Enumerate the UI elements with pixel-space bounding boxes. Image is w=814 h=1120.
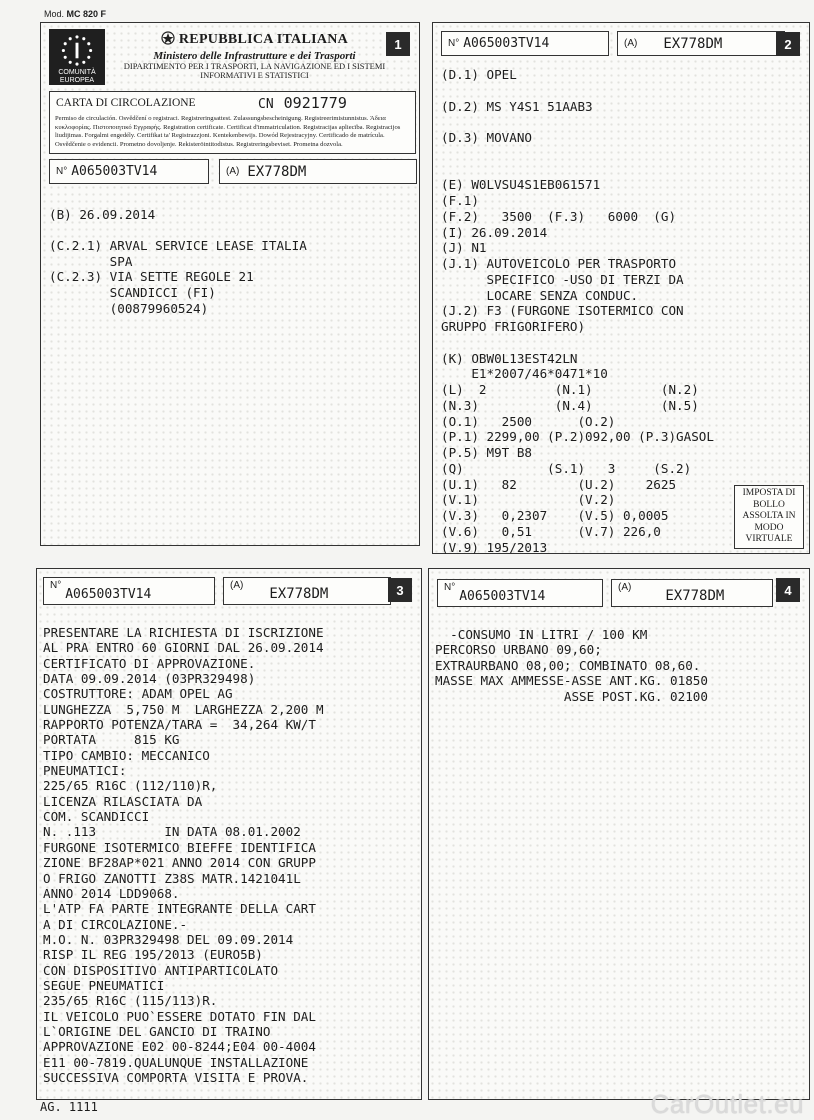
text-line: (F.2) 3500 (F.3) 6000 (G): [441, 208, 677, 224]
text-line: IL VEICOLO PUO`ESSERE DOTATO FIN DAL: [43, 1008, 316, 1024]
ministry-name: Ministero delle Infrastrutture e dei Trasporti: [153, 50, 356, 62]
text-line: (E) W0LVSU4S1EB061571: [441, 177, 601, 193]
text-line: GRUPPO FRIGORIFERO): [441, 319, 586, 334]
multilingual-title: Permiso de circulación. Osvědčení o registraci. Registreringsattest. Zulassungsbescheinigung. Registreerimistunnistus. Άδεια κυκλοφορίας. Πιστοποιητικό Εγγραφής. Registration certificate. Certificat d'immatriculation. Registracijas apliecība. Registracijos liudijimas. Forgalmi engedély. Certifikat ta' Registrazzjoni. Kentekenbewijs. Dowód Rejestracyjny. Certificado de matrícula. Osvědčenie o evidencii. Prometno dovoljenje. Rekisteröintitodistus. Registreringsbeviset. Prometna dozvola.: [55, 115, 401, 148]
eu-emblem: [49, 29, 105, 85]
text-line: SPECIFICO -USO DI TERZI DA: [441, 271, 684, 287]
registration-number-box: N° A065003TV14: [441, 31, 609, 56]
emblem-icon: [161, 31, 175, 45]
plate-box: (A) EX778DM: [223, 577, 391, 605]
text-line: E11 00-7819.QUALUNQUE INSTALLAZIONE: [43, 1054, 309, 1070]
text-line: [441, 83, 714, 99]
text-line: 235/65 R16C (115/113)R.: [43, 993, 218, 1009]
text-line: EXTRAURBANO 08,00; COMBINATO 08,60.: [435, 657, 701, 673]
watermark: CarOutlet.eu: [650, 1089, 804, 1119]
text-line: [441, 146, 714, 162]
panel-3: [36, 568, 422, 1100]
carta-di-circolazione-box: [49, 91, 416, 154]
text-line: (J.2) F3 (FURGONE ISOTERMICO CON: [441, 303, 684, 319]
panel-number: 4: [776, 578, 800, 602]
text-line: (I) 26.09.2014: [441, 224, 548, 240]
text-line: M.O. N. 03PR329498 DEL 09.09.2014: [43, 931, 294, 947]
eu-label: COMUNITÀ EUROPEA: [58, 69, 96, 84]
text-line: [441, 114, 714, 130]
text-line: (V.9) 195/2013: [441, 539, 548, 555]
footer-code: AG. 1111: [40, 1100, 98, 1114]
form-code: Mod. MC 820 F: [44, 9, 107, 19]
text-line: RISP IL REG 195/2013 (EURO5B): [43, 947, 263, 963]
panel-number: 1: [386, 32, 410, 56]
text-line: (F.1): [441, 193, 479, 208]
vehicle-details: [441, 67, 714, 555]
text-line: (C.2.1) ARVAL SERVICE LEASE ITALIA: [49, 238, 307, 254]
id-row: [437, 579, 773, 607]
text-line: DATA 09.09.2014 (03PR329498): [43, 671, 256, 687]
text-line: CON DISPOSITIVO ANTIPARTICOLATO: [43, 962, 279, 978]
text-line: ASSE POST.KG. 02100: [435, 688, 708, 704]
text-line: (D.3) MOVANO: [441, 130, 532, 145]
text-line: (Q) (S.1) 3 (S.2): [441, 460, 692, 476]
registration-number-box: N° A065003TV14: [43, 577, 215, 605]
text-line: PNEUMATICI:: [43, 763, 127, 779]
text-line: SEGUE PNEUMATICI: [43, 977, 165, 993]
text-line: -CONSUMO IN LITRI / 100 KM: [435, 627, 648, 642]
text-line: (K) OBW0L13EST42LN: [441, 350, 578, 366]
text-line: [441, 162, 714, 178]
text-line: AL PRA ENTRO 60 GIORNI DAL 26.09.2014: [43, 640, 324, 656]
text-line: L`ORIGINE DEL GANCIO DI TRAINO: [43, 1023, 271, 1039]
panel-4: [428, 568, 810, 1100]
text-line: (J) N1: [441, 240, 487, 256]
id-row: [49, 159, 417, 184]
department-name: DIPARTIMENTO PER I TRASPORTI, LA NAVIGAZIONE ED I SISTEMI INFORMATIVI E STATISTICI: [123, 61, 386, 80]
registration-number-box: N° A065003TV14: [49, 159, 209, 184]
text-line: [441, 335, 714, 351]
holder-details: [49, 207, 307, 316]
consumption-text: [435, 627, 708, 704]
id-row: [441, 31, 785, 56]
id-row: [43, 577, 391, 605]
text-line: O FRIGO ZANOTTI Z38S MATR.1421041L: [43, 870, 301, 886]
stamp-duty-box: IMPOSTA DI BOLLO ASSOLTA IN MODO VIRTUALE: [734, 485, 804, 549]
text-line: LICENZA RILASCIATA DA: [43, 793, 203, 809]
text-line: (V.6) 0,51 (V.7) 226,0: [441, 523, 661, 539]
plate-box: (A) EX778DM: [611, 579, 773, 607]
panel-1: [40, 22, 420, 546]
text-line: A DI CIRCOLAZIONE.-: [43, 916, 188, 932]
plate-box: (A) EX778DM: [617, 31, 785, 56]
text-line: (P.1) 2299,00 (P.2)092,00 (P.3)GASOL: [441, 429, 714, 445]
text-line: FURGONE ISOTERMICO BIEFFE IDENTIFICA: [43, 839, 316, 855]
cn-number: CN 0921779: [258, 94, 347, 112]
text-line: (D.1) OPEL: [441, 67, 517, 82]
text-line: [49, 223, 307, 239]
carta-title: CARTA DI CIRCOLAZIONE: [56, 97, 196, 109]
text-line: COSTRUTTORE: ADAM OPEL AG: [43, 686, 233, 702]
text-line: (D.2) MS Y4S1 51AAB3: [441, 98, 593, 114]
eu-stars-icon: [59, 33, 95, 68]
panel-number: 3: [388, 578, 412, 602]
text-line: (00879960524): [49, 300, 209, 316]
text-line: (V.3) 0,2307 (V.5) 0,0005: [441, 508, 669, 523]
notes-text: [43, 625, 324, 1085]
text-line: (U.1) 82 (U.2) 2625: [441, 476, 677, 492]
text-line: ANNO 2014 LDD9068.: [43, 885, 180, 901]
republic-title: REPUBBLICA ITALIANA: [105, 31, 404, 48]
text-line: COM. SCANDICCI: [43, 809, 150, 825]
registration-number-box: N° A065003TV14: [437, 579, 603, 607]
text-line: (C.2.3) VIA SETTE REGOLE 21: [49, 269, 254, 285]
text-line: LOCARE SENZA CONDUC.: [441, 287, 639, 303]
text-line: SUCCESSIVA COMPORTA VISITA E PROVA.: [43, 1069, 309, 1085]
panel-2: [432, 22, 810, 554]
text-line: (L) 2 (N.1) (N.2): [441, 382, 699, 397]
text-line: MASSE MAX AMMESSE-ASSE ANT.KG. 01850: [435, 673, 708, 689]
panel-number: 2: [776, 32, 800, 56]
text-line: PORTATA 815 KG: [43, 732, 180, 748]
text-line: ZIONE BF28AP*021 ANNO 2014 CON GRUPP: [43, 855, 316, 871]
text-line: CERTIFICATO DI APPROVAZIONE.: [43, 655, 256, 671]
text-line: LUNGHEZZA 5,750 M LARGHEZZA 2,200 M: [43, 701, 324, 717]
text-line: (B) 26.09.2014: [49, 207, 156, 222]
text-line: L'ATP FA PARTE INTEGRANTE DELLA CART: [43, 901, 316, 917]
text-line: TIPO CAMBIO: MECCANICO: [43, 747, 210, 763]
text-line: 225/65 R16C (112/110)R,: [43, 778, 218, 794]
text-line: SPA: [49, 253, 133, 269]
text-line: PERCORSO URBANO 09,60;: [435, 642, 602, 658]
text-line: RAPPORTO POTENZA/TARA = 34,264 KW/T: [43, 717, 316, 733]
text-line: SCANDICCI (FI): [49, 284, 216, 300]
text-line: E1*2007/46*0471*10: [441, 366, 608, 382]
text-line: (P.5) M9T B8: [441, 445, 532, 460]
text-line: (N.3) (N.4) (N.5): [441, 397, 699, 413]
text-line: (J.1) AUTOVEICOLO PER TRASPORTO: [441, 256, 677, 271]
text-line: (O.1) 2500 (O.2): [441, 413, 616, 429]
issuing-authority: [105, 29, 404, 85]
text-line: N. .113 IN DATA 08.01.2002: [43, 824, 301, 840]
text-line: PRESENTARE LA RICHIESTA DI ISCRIZIONE: [43, 625, 324, 640]
plate-box: (A) EX778DM: [219, 159, 417, 184]
text-line: (V.1) (V.2): [441, 492, 616, 508]
document-header: [49, 29, 404, 85]
text-line: APPROVAZIONE E02 00-8244;E04 00-4004: [43, 1039, 316, 1055]
